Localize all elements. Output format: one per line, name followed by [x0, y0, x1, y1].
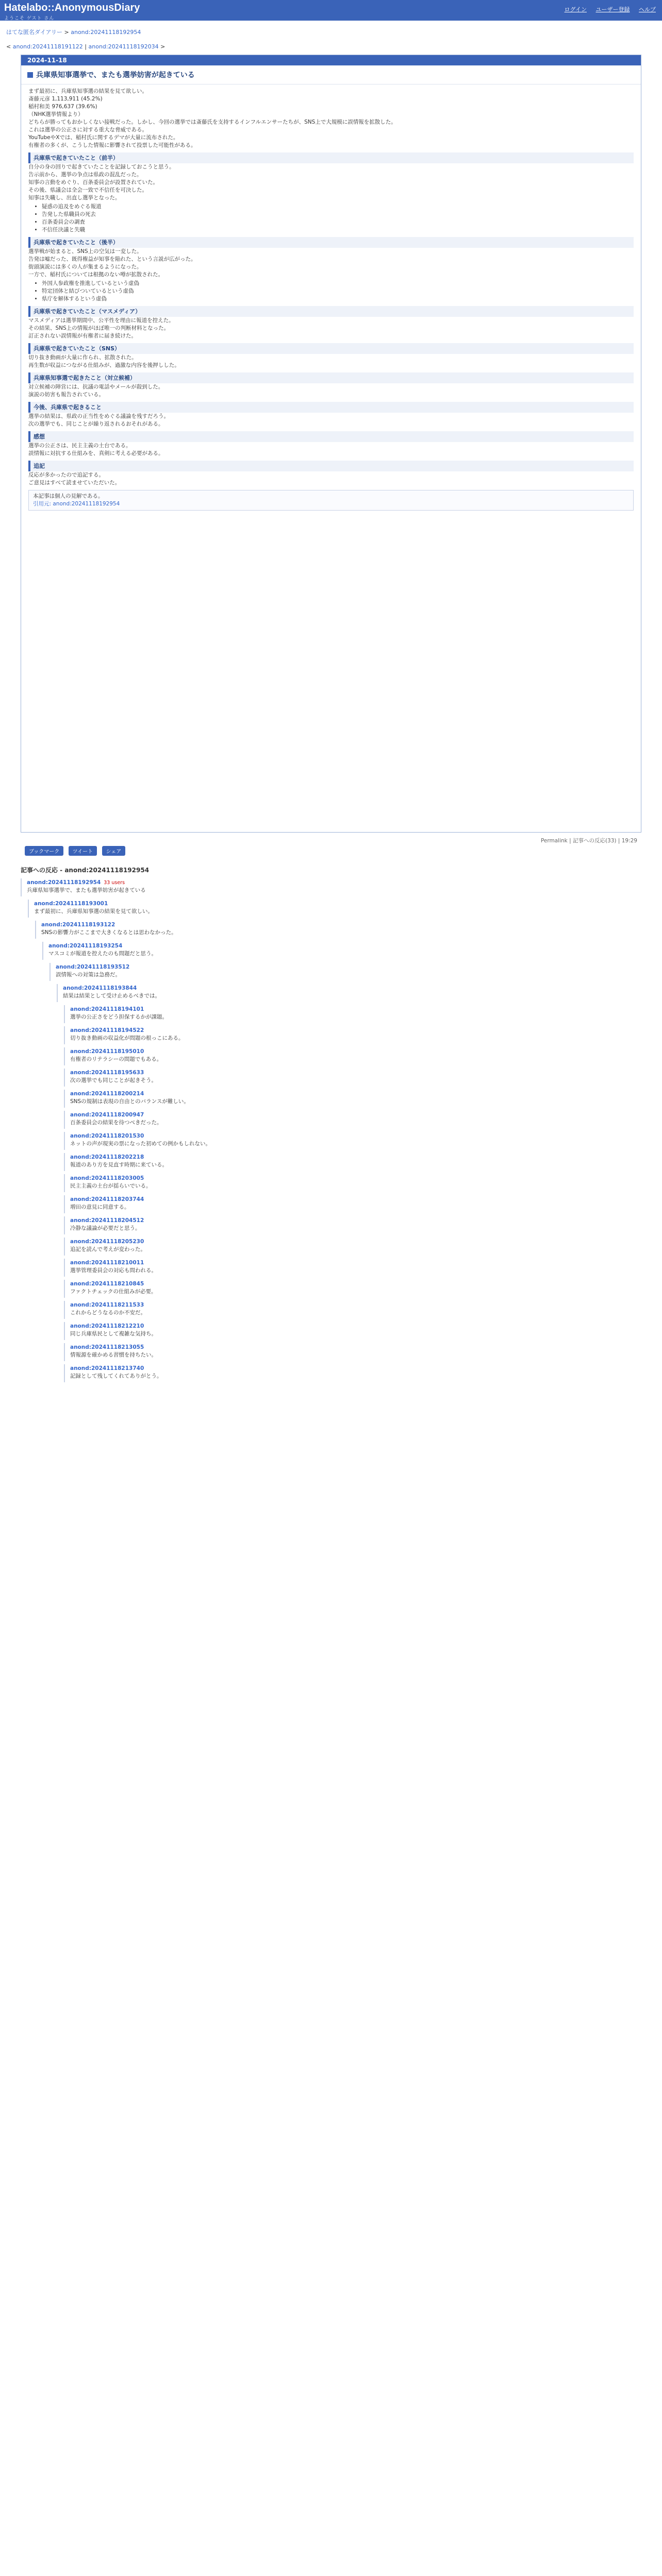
section-line: 誤情報に対抗する仕組みを、真剣に考える必要がある。 [28, 450, 164, 456]
reply-id-link[interactable]: anond:20241118204512 [70, 1217, 144, 1224]
nav-login-link[interactable]: ログイン [564, 6, 587, 13]
reply-body: 百条委員会の結果を待つべきだった。 [70, 1120, 162, 1126]
section-line: 演説の妨害も報告されている。 [28, 392, 104, 398]
article-paragraph: 斎藤元彦 1,113,911 (45.2%) [28, 96, 103, 102]
reply-item [57, 984, 641, 1002]
breadcrumb-category[interactable]: はてな匿名ダイアリー [6, 29, 63, 36]
reply-item [28, 900, 641, 918]
reply-body: SNSの規制は表現の自由とのバランスが難しい。 [70, 1098, 189, 1105]
reply-body: まず最初に、兵庫県知事選の結果を見て欲しい。 [34, 908, 153, 914]
article-paragraph: どちらが勝ってもおかしくない接戦だった。しかし、今回の選挙では斎藤氏を支持するインフルエンサーたちが、SNS上で大規模に誤情報を拡散した。 [28, 119, 396, 125]
reply-id-link[interactable]: anond:20241118193001 [34, 901, 108, 907]
section-line: 訂正されない誤情報が有権者に届き続けた。 [28, 333, 137, 339]
section-heading: 兵庫県で起きていたこと（マスメディア） [28, 306, 634, 317]
reply-item [64, 1238, 641, 1256]
reply-id-link[interactable]: anond:20241118210011 [70, 1260, 144, 1266]
share-buttons [25, 846, 128, 856]
reply-body: 民主主義の土台が揺らいでいる。 [70, 1183, 152, 1189]
reply-item [64, 1153, 641, 1171]
tweet-button[interactable]: ツイート [69, 846, 97, 856]
reply-id-link[interactable]: anond:20241118213055 [70, 1344, 144, 1350]
reply-item [64, 1343, 641, 1361]
reply-body: 有権者のリテラシーの問題でもある。 [70, 1056, 162, 1062]
breadcrumb-entry[interactable]: anond:20241118192954 [71, 29, 141, 36]
section-line: 選挙の公正さは、民主主義の土台である。 [28, 443, 131, 449]
article-paragraph: まず最初に、兵庫県知事選の結果を見て欲しい。 [28, 88, 147, 94]
reply-thread [21, 866, 641, 2576]
reply-body: 結果は結果として受け止めるべきでは。 [63, 993, 160, 999]
reply-item [64, 1301, 641, 1319]
reply-item [64, 1090, 641, 1108]
reply-item [64, 1069, 641, 1087]
section-line: ご意見はすべて読ませていただいた。 [28, 480, 121, 486]
bookmark-button[interactable]: ブックマーク [25, 846, 63, 856]
section-line: 選挙の結果は、県政の正当性をめぐる議論を残すだろう。 [28, 413, 169, 419]
prev-entry-link[interactable]: anond:20241118191122 [12, 43, 83, 50]
reply-body: 同じ兵庫県民として複雑な気持ち。 [70, 1331, 157, 1337]
reply-item [64, 1280, 641, 1298]
reply-body: 冷静な議論が必要だと思う。 [70, 1225, 141, 1231]
section-line: 反応が多かったので追記する。 [28, 472, 104, 478]
section-line: その結果、SNS上の情報がほぼ唯一の判断材料となった。 [28, 325, 170, 331]
reply-id-link[interactable]: anond:20241118203005 [70, 1175, 144, 1181]
permalink-info[interactable]: Permalink | 記事への反応(33) | 19:29 [540, 838, 637, 844]
thread-heading: 記事への反応 - anond:20241118192954 [21, 867, 150, 874]
article-paragraph: 有権者の多くが、こうした情報に影響されて投票した可能性がある。 [28, 142, 196, 148]
section-line: 選挙戦が始まると、SNS上の空気は一変した。 [28, 248, 142, 255]
reply-id-link[interactable]: anond:20241118213740 [70, 1365, 144, 1371]
article-title-text: 兵庫県知事選挙で、またも選挙妨害が起きている [36, 71, 195, 79]
reply-body: 選挙管理委員会の対応も問われる。 [70, 1267, 157, 1274]
article-paragraph: （NHK選挙情報より） [28, 111, 84, 117]
reply-id-link[interactable]: anond:20241118200947 [70, 1112, 144, 1118]
reply-body: マスコミが報道を控えたのも問題だと思う。 [48, 951, 157, 957]
breadcrumb: はてな匿名ダイアリー > anond:20241118192954 [6, 29, 141, 36]
note-line: 本記事は個人の見解である。 [33, 493, 104, 499]
reply-item [64, 1132, 641, 1150]
section-list-item: • 告発した県職員の死去 [42, 211, 634, 218]
reply-item [64, 1026, 641, 1044]
reply-body: 追記を読んで考えが変わった。 [70, 1246, 146, 1252]
share-button[interactable]: シェア [102, 846, 126, 856]
section-line: マスメディアは選挙期間中、公平性を理由に報道を控えた。 [28, 317, 174, 324]
reply-item [64, 1364, 641, 1382]
reply-id-link[interactable]: anond:20241118200214 [70, 1091, 144, 1097]
article-paragraph: 稲村和美 976,637 (39.6%) [28, 104, 97, 110]
entry-pager: < anond:20241118191122 | anond:20241118192034 > [6, 43, 166, 50]
reply-id-link[interactable]: anond:20241118193844 [63, 985, 137, 991]
section-heading: 追記 [28, 461, 634, 471]
note-link[interactable]: 引用元: anond:20241118192954 [33, 501, 120, 507]
reply-body: 切り抜き動画の収益化が問題の根っこにある。 [70, 1035, 184, 1041]
reply-body: ネットの声が現実の票になった初めての例かもしれない。 [70, 1141, 211, 1147]
welcome-text: ようこそ ゲスト さん [4, 16, 55, 21]
reply-item [49, 963, 641, 981]
article-footer [21, 835, 641, 857]
reply-id-link[interactable]: anond:20241118210845 [70, 1281, 144, 1287]
reply-body: SNSの影響力がここまで大きくなるとは思わなかった。 [41, 929, 177, 936]
reply-item [35, 921, 641, 939]
section-line: 知事の言動をめぐり、百条委員会が設置されていた。 [28, 179, 158, 185]
reply-body: 記録として残してくれてありがとう。 [70, 1373, 162, 1379]
reply-id-link[interactable]: anond:20241118195010 [70, 1048, 144, 1055]
reply-id-link[interactable]: anond:20241118193254 [48, 943, 123, 949]
top-nav [557, 5, 656, 13]
reply-body: 兵庫県知事選挙で、またも選挙妨害が起きている [27, 887, 146, 893]
reply-item [64, 1047, 641, 1065]
reply-item [64, 1216, 641, 1234]
section-line: 告発は嘘だった、既得権益が知事を陥れた、という言説が広がった。 [28, 256, 196, 262]
reply-item [64, 1174, 641, 1192]
reply-id-link[interactable]: anond:20241118212210 [70, 1323, 144, 1329]
reply-id-link[interactable]: anond:20241118194522 [70, 1027, 144, 1033]
next-entry-link[interactable]: anond:20241118192034 [88, 43, 159, 50]
section-line: 次の選挙でも、同じことが繰り返されるおそれがある。 [28, 421, 164, 427]
section-heading: 兵庫県で起きていたこと（SNS） [28, 343, 634, 354]
reply-body: 誤情報への対策は急務だ。 [56, 972, 121, 978]
reply-id-link[interactable]: anond:20241118202218 [70, 1154, 144, 1160]
reply-body: 情報源を確かめる習慣を持ちたい。 [70, 1352, 157, 1358]
reply-id-link[interactable]: anond:20241118201530 [70, 1133, 144, 1139]
section-list-item: • 外国人参政権を推進しているという虚偽 [42, 280, 634, 287]
reply-body: これからどうなるのか不安だ。 [70, 1310, 146, 1316]
reply-item [64, 1322, 641, 1340]
section-line: 再生数が収益につながる仕組みが、過激な内容を後押しした。 [28, 362, 180, 368]
reply-body: 報道のあり方を見直す時期に来ている。 [70, 1162, 168, 1168]
section-heading: 兵庫県で起きていたこと（後半） [28, 237, 634, 248]
reply-id-link[interactable]: anond:20241118205230 [70, 1239, 144, 1245]
section-heading: 兵庫県で起きていたこと（前半） [28, 152, 634, 163]
section-line: その後、県議会は全会一致で不信任を可決した。 [28, 187, 147, 193]
section-list-item: • 特定団体と結びついているという虚偽 [42, 287, 634, 295]
article-body [21, 84, 641, 821]
section-heading: 感想 [28, 431, 634, 442]
reply-id-link[interactable]: anond:20241118211533 [70, 1302, 144, 1308]
reply-item [64, 1111, 641, 1129]
reply-id-link[interactable]: anond:20241118193512 [56, 964, 130, 970]
top-bar [0, 0, 662, 21]
section-list-item: • 百条委員会の調査 [42, 218, 634, 226]
section-line: 告示前から、選挙の争点は県政の混乱だった。 [28, 172, 142, 178]
article-title[interactable] [21, 65, 641, 84]
site-logo[interactable]: Hatelabo::AnonymousDiary [4, 2, 140, 13]
reply-body: 増田の意見に同意する。 [70, 1204, 130, 1210]
reply-item [64, 1005, 641, 1023]
reply-item [42, 942, 641, 960]
note-box [28, 490, 634, 511]
section-list-item: • 県庁を解体するという虚偽 [42, 295, 634, 303]
section-line: 知事は失職し、出直し選挙となった。 [28, 195, 121, 201]
reply-body: ファクトチェックの仕組みが必要。 [70, 1289, 157, 1295]
section-list [42, 280, 634, 303]
article-paragraph: YouTubeやXでは、稲村氏に関するデマが大量に流布された。 [28, 134, 179, 141]
article-paragraph: これは選挙の公正さに対する重大な脅威である。 [28, 127, 147, 133]
section-line: 街頭演説には多くの人が集まるようになった。 [28, 264, 142, 270]
nav-register-link[interactable]: ユーザー登録 [595, 6, 630, 13]
reply-id-link[interactable]: anond:20241118193122 [41, 922, 115, 928]
section-list-item: • 不信任決議と失職 [42, 226, 634, 234]
article [21, 55, 641, 833]
reply-item [64, 1259, 641, 1277]
reply-item [64, 1195, 641, 1213]
reply-id-link[interactable]: anond:20241118192954 [27, 879, 101, 886]
section-list-item: • 疑惑の追及をめぐる報道 [42, 203, 634, 211]
section-line: 自分の身の回りで起きていたことを記録しておこうと思う。 [28, 164, 175, 170]
reply-id-link[interactable]: anond:20241118195633 [70, 1070, 144, 1076]
section-heading: 今後、兵庫県で起きること [28, 402, 634, 413]
entry-marker-icon [27, 72, 33, 78]
article-date: 2024-11-18 [21, 55, 641, 65]
reply-id-link[interactable]: anond:20241118203744 [70, 1196, 144, 1202]
nav-help-link[interactable]: ヘルプ [639, 6, 656, 13]
reply-body: 次の選挙でも同じことが起きそう。 [70, 1077, 157, 1083]
section-line: 対立候補の陣営には、抗議の電話やメールが殺到した。 [28, 384, 164, 390]
reply-id-link[interactable]: anond:20241118194101 [70, 1006, 144, 1012]
reply-item [21, 878, 641, 896]
reply-body: 選挙の公正さをどう担保するかが課題。 [70, 1014, 168, 1020]
section-line: 一方で、稲村氏については根拠のない噂が拡散された。 [28, 272, 164, 278]
section-heading: 兵庫県知事選で起きたこと（対立候補） [28, 372, 634, 383]
reply-user-count[interactable]: 33 users [104, 880, 125, 886]
section-line: 切り抜き動画が大量に作られ、拡散された。 [28, 354, 137, 361]
section-list [42, 203, 634, 234]
